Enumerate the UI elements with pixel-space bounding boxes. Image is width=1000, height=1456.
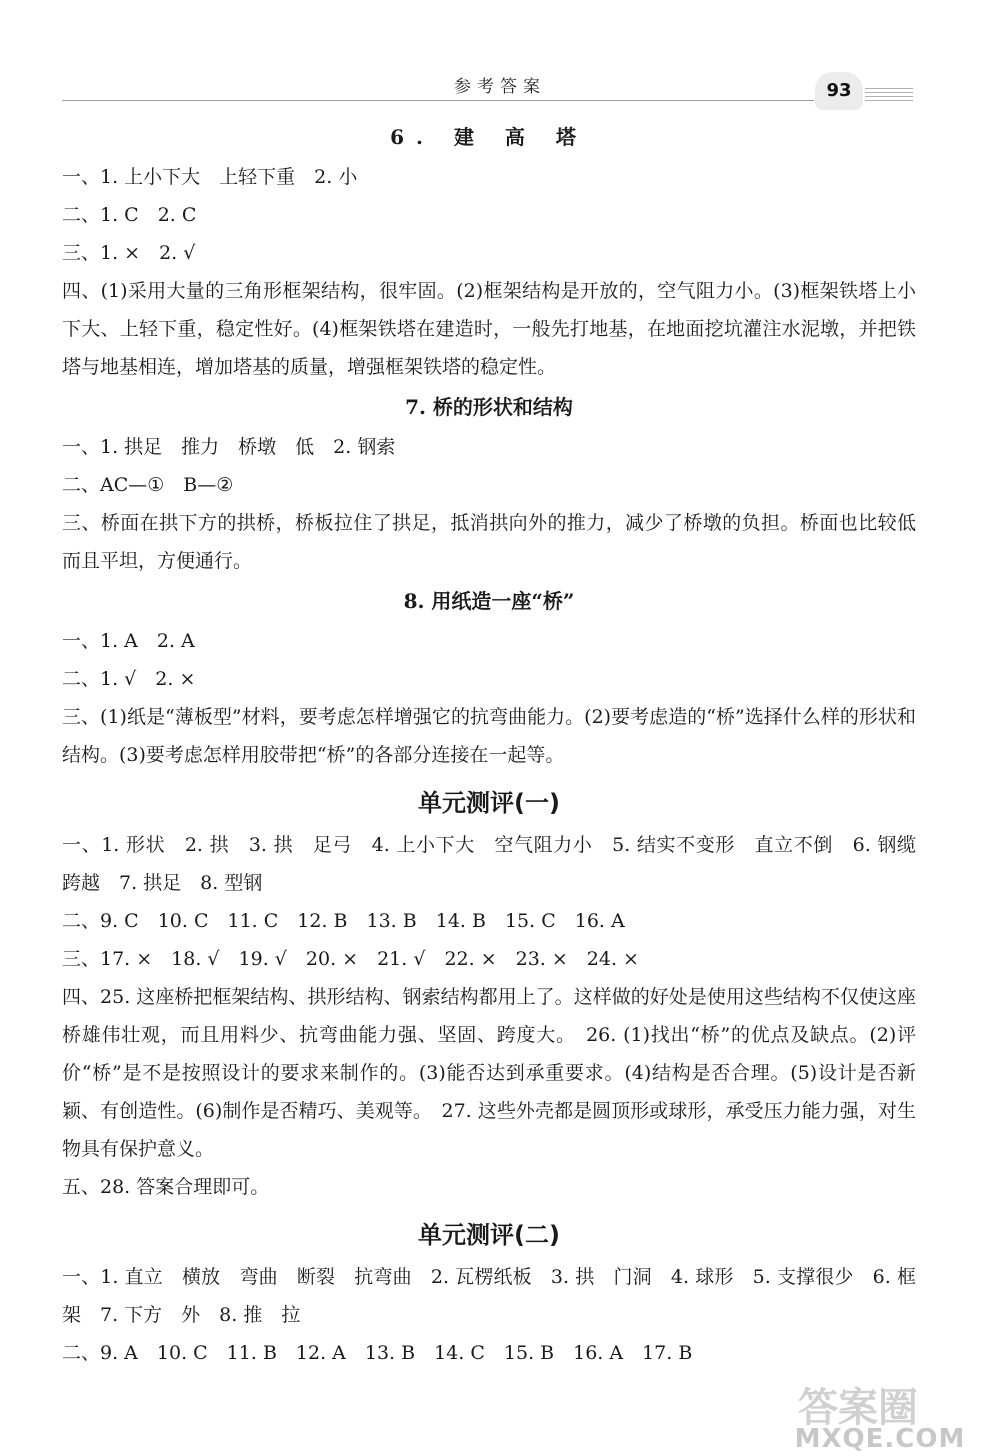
- answer-paragraph: 四、25. 这座桥把框架结构、拱形结构、钢索结构都用上了。这样做的好处是使用这些结构不仅使这座桥雄伟壮观，而且用料少、抗弯曲能力强、坚固、跨度大。 26. (1)找出“桥”的优点及缺点。(2)评价“桥”是不是按照设计的要求来制作的。(3)能否达到承重要求。(4)结构是否合理。(5)设计是否新颖、有创造性。(6)制作是否精巧、美观等。 27. 这些外壳都是圆顶形或球形，承受压力能力强，对生物具有保护意义。: [62, 986, 916, 1160]
- unit-test-1-title: 单元测评(一): [418, 789, 560, 817]
- answer-paragraph: 三、桥面在拱下方的拱桥，桥板拉住了拱足，抵消拱向外的推力，减少了桥墩的负担。桥面也比较低而且平坦，方便通行。: [62, 512, 916, 572]
- answer-content: [62, 116, 936, 1372]
- answer-line: 一、1. A 2. A: [62, 630, 195, 652]
- answer-line: 二、9. C 10. C 11. C 12. B 13. B 14. B 15. C 16. A: [62, 910, 625, 932]
- answer-line: 一、1. 拱足 推力 桥墩 低 2. 钢索: [62, 436, 396, 458]
- answer-line: 二、AC—① B—②: [62, 474, 234, 496]
- page-number: 93: [815, 72, 863, 110]
- answer-paragraph: 四、(1)采用大量的三角形框架结构，很牢固。(2)框架结构是开放的，空气阻力小。(3)框架铁塔上小下大、上轻下重，稳定性好。(4)框架铁塔在建造时，一般先打地基，在地面挖坑灌注水泥墩，并把铁塔与地基相连，增加塔基的质量，增强框架铁塔的稳定性。: [62, 280, 916, 378]
- answer-line: 二、1. C 2. C: [62, 204, 197, 226]
- answer-paragraph: 一、1. 形状 2. 拱 3. 拱 足弓 4. 上小下大 空气阻力小 5. 结实不变形 直立不倒 6. 钢缆 跨越 7. 拱足 8. 型钢: [62, 834, 936, 894]
- answer-paragraph: 一、1. 直立 横放 弯曲 断裂 抗弯曲 2. 瓦楞纸板 3. 拱 门洞 4. 球形 5. 支撑很少 6. 框架 7. 下方 外 8. 推 拉: [62, 1266, 916, 1326]
- answer-line: 三、1. × 2. √: [62, 242, 196, 264]
- unit-test-2-title: 单元测评(二): [418, 1221, 560, 1249]
- answer-line: 五、28. 答案合理即可。: [62, 1176, 270, 1198]
- header-title: 参考答案: [454, 77, 546, 97]
- watermark-logo-icon: 答案圈: [798, 1385, 918, 1431]
- header-decoration: [865, 88, 913, 104]
- page-header: [0, 0, 1000, 110]
- answer-line: 三、17. × 18. √ 19. √ 20. × 21. √ 22. × 23. × 24. ×: [62, 948, 639, 970]
- answer-line: 二、1. √ 2. ×: [62, 668, 196, 690]
- section-title-8: 8. 用纸造一座“桥”: [403, 589, 575, 613]
- watermark: [770, 1380, 990, 1454]
- section-title-7: 7. 桥的形状和结构: [405, 395, 573, 419]
- header-rule: [62, 100, 814, 101]
- watermark-text: MXQE.COM: [794, 1424, 966, 1454]
- answer-line: 一、1. 上小下大 上轻下重 2. 小: [62, 166, 358, 188]
- answer-line: 二、9. A 10. C 11. B 12. A 13. B 14. C 15. B 16. A 17. B: [62, 1342, 693, 1364]
- section-title-6: 6. 建 高 塔: [390, 125, 588, 149]
- answer-paragraph: 三、(1)纸是“薄板型”材料，要考虑怎样增强它的抗弯曲能力。(2)要考虑造的“桥”选择什么样的形状和结构。(3)要考虑怎样用胶带把“桥”的各部分连接在一起等。: [62, 706, 916, 766]
